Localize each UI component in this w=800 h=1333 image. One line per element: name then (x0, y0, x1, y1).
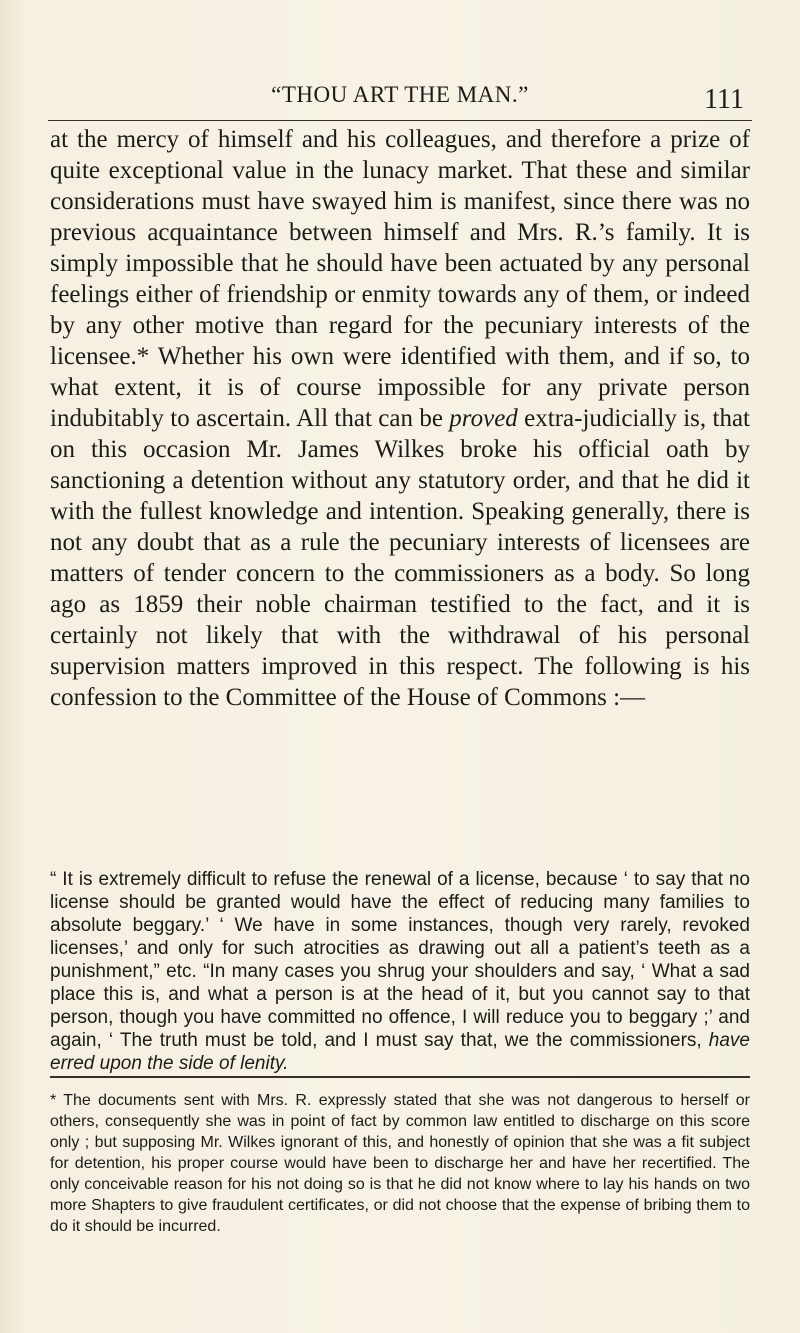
header-rule (48, 120, 752, 121)
quote-paragraph (50, 868, 750, 1075)
footnote (50, 1090, 750, 1237)
footnote-rule (50, 1076, 750, 1078)
quote-italic-ending: have erred upon the side of lenity. (50, 1030, 750, 1074)
quote-text: “ It is extremely difficult to refuse the renewal of a license, because ‘ to say that no license should be granted would have the effect of reducing many families to absolute beggary.’ ‘ We have in some instances, though very rarely, revoked licenses,’ and only for such atrocities as drawing out all a patient’s teeth as a punishment,” etc. “In many cases you shrug your shoulders and say, ‘ What a sad place this is, and what a person is at the head of it, but you cannot say to that person, though you have committed no offence, I will reduce you to beggary ;’ and again, ‘ The truth must be told, and I must say that, we the commissioners, (50, 869, 750, 1051)
main-paragraph (50, 124, 750, 713)
page-number: 111 (704, 84, 744, 115)
running-title: “THOU ART THE MAN.” (271, 82, 529, 107)
page-header (48, 74, 752, 114)
main-italic-proved: proved (449, 405, 518, 432)
quoted-passage (50, 868, 750, 1075)
main-text-part-2: extra-judicially is, that on this occasion Mr. James Wilkes broke his official oath by sanctioning a detention without any statutory order, and that he did it with the fullest knowledge and intention. Speaking generally, there is not any doubt that as a rule the pecuniary interests of licensees are matters of tender concern to the commissioners as a body. So long ago as 1859 their noble chairman testified to the fact, and it is certainly not likely that with the withdrawal of his personal supervision matters improved in this respect. The following is his confession to the Committee of the House of Commons :— (50, 405, 751, 711)
main-text (50, 124, 750, 713)
footnote-paragraph: * The documents sent with Mrs. R. expressly stated that she was not dangerous to herself or others, consequently she was in point of fact by common law entitled to discharge on this score only ; but supposing Mr. Wilkes ignorant of this, and honestly of opinion that she was a fit subject for detention, his proper course would have been to discharge her and have her recertified. The only conceivable reason for his not doing so is that he did not know where to lay his hands on two more Shapters to give fraudulent certificates, or did not choose that the expense of bribing them to do it should be incurred. (50, 1092, 750, 1235)
main-text-part-1: at the mercy of himself and his colleagues, and therefore a prize of quite exceptional value in the lunacy market. That these and similar considerations must have swayed him is manifest, since there was no previous acquaintance between himself and Mrs. R.’s family. It is simply impossible that he should have been actuated by any personal feelings either of friendship or enmity towards any of them, or indeed by any other motive than regard for the pecuniary interests of the licensee.* Whether his own were identified with them, and if so, to what extent, it is of course impossible for any private person indubitably to ascertain. All that can be (50, 126, 750, 432)
